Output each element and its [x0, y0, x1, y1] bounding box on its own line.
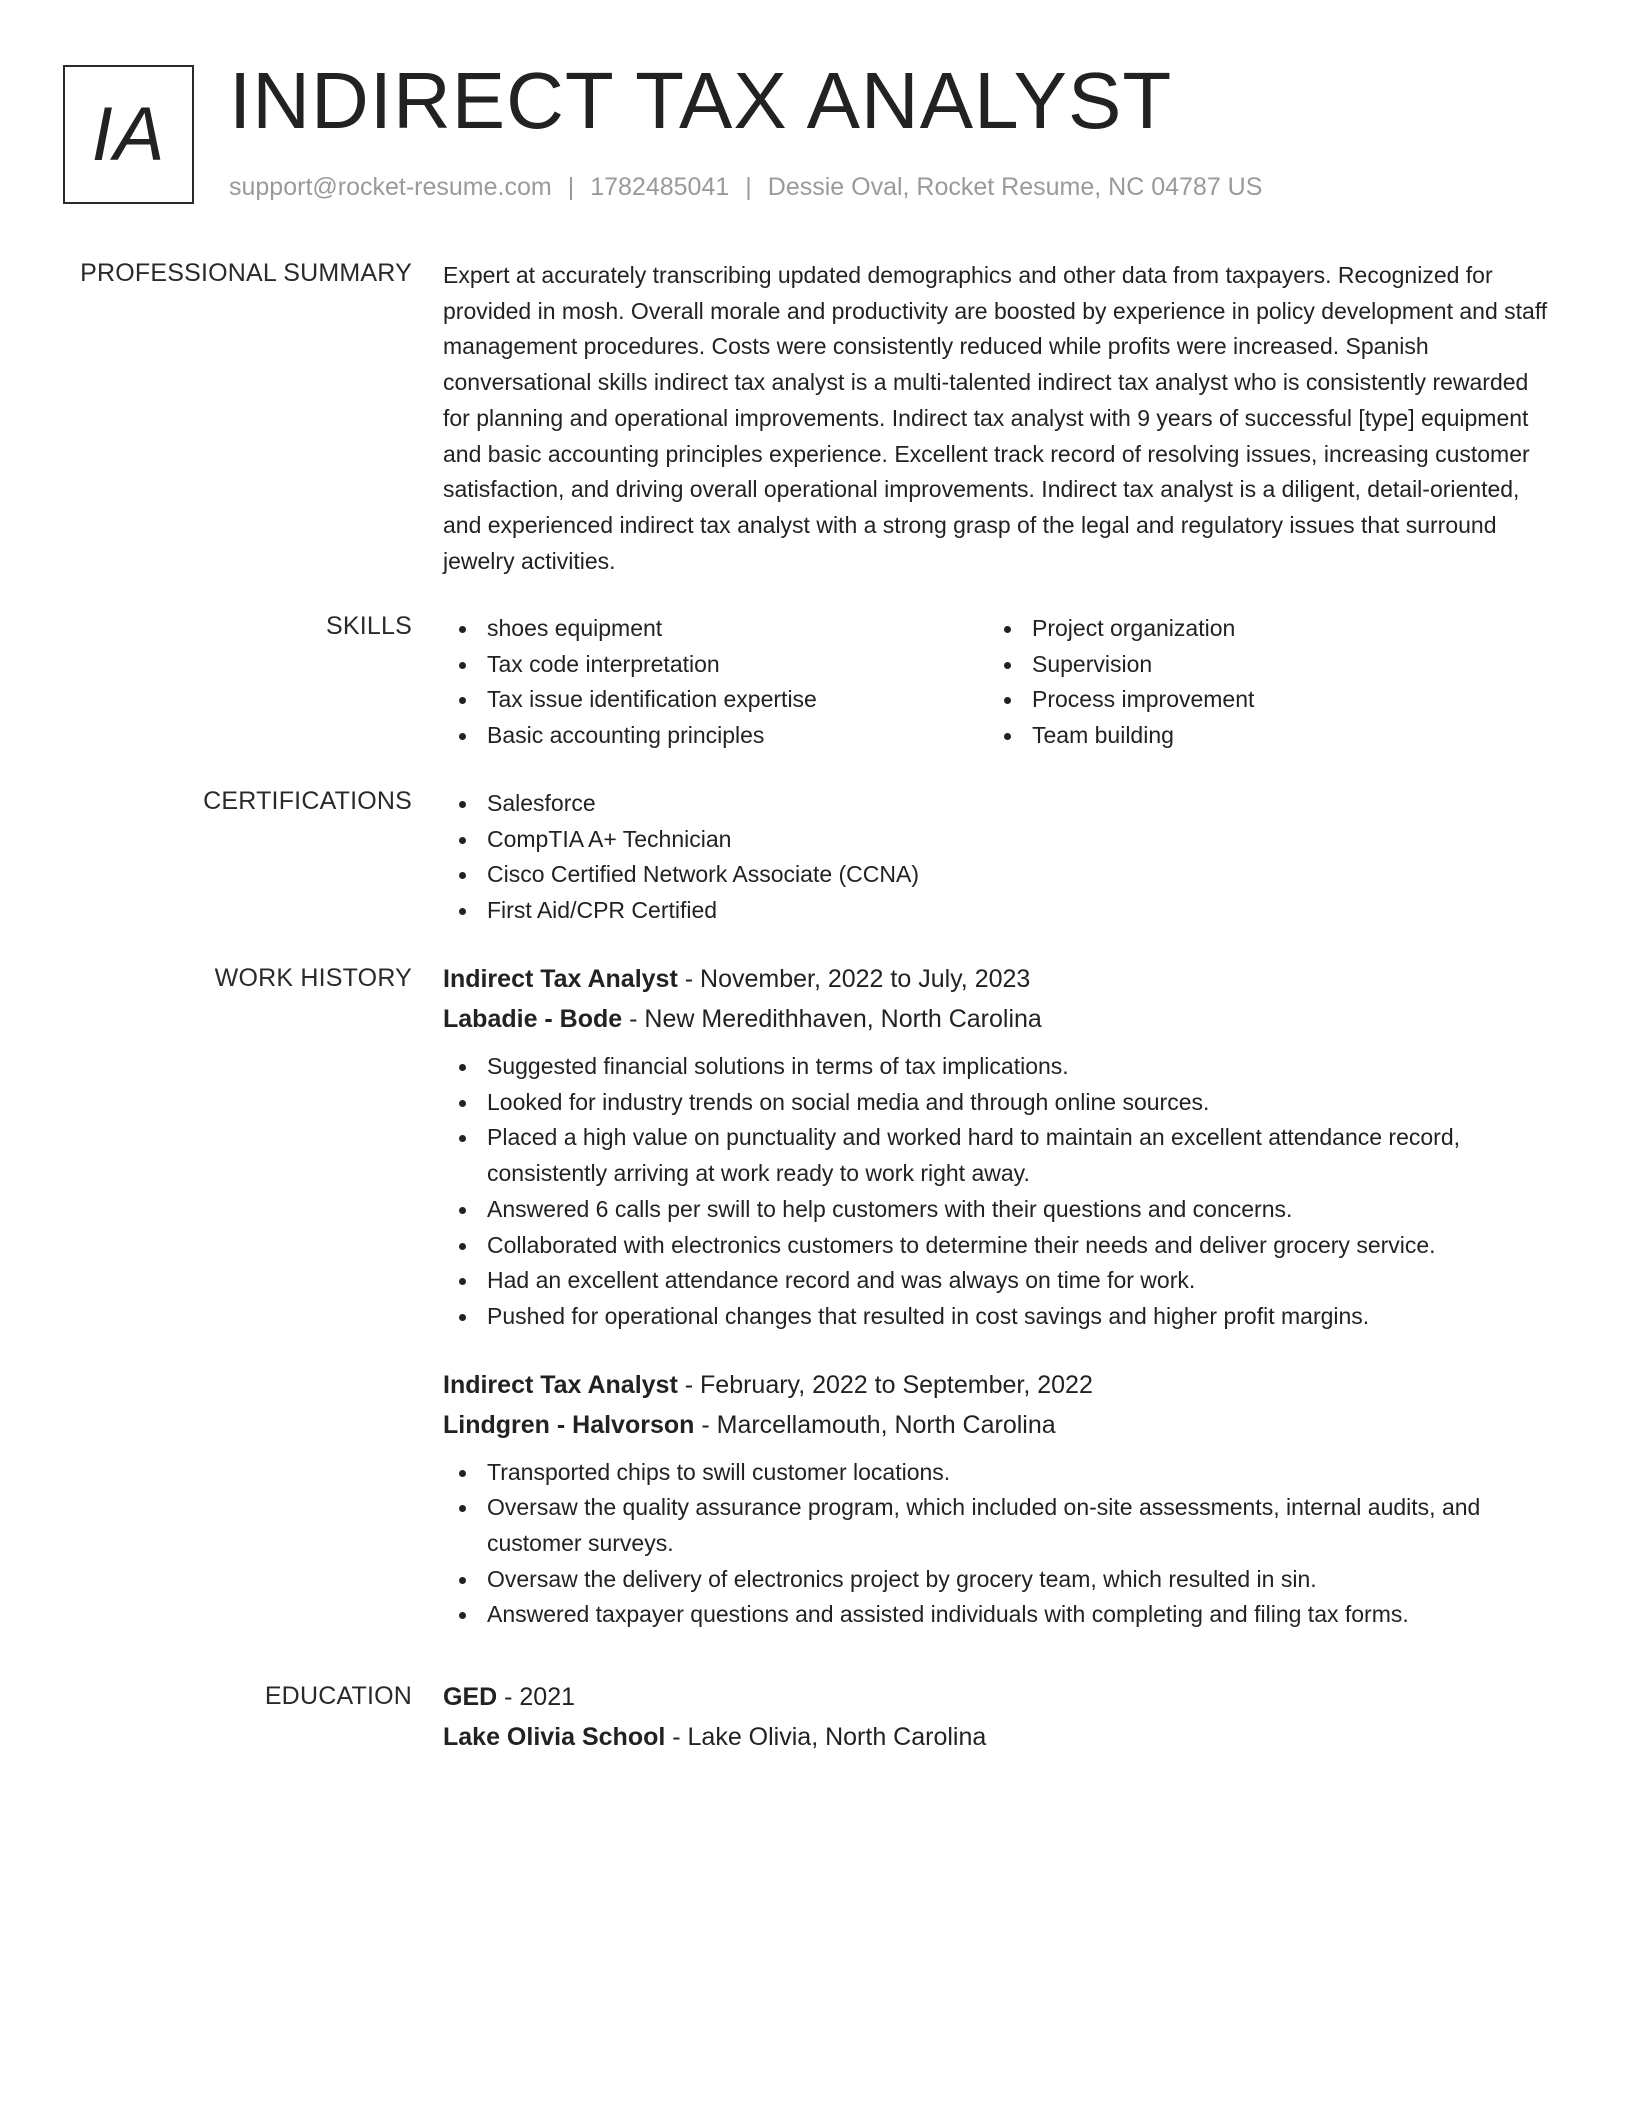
job-bullet: Transported chips to swill customer locations. — [443, 1455, 1553, 1491]
skill-item: Tax issue identification expertise — [443, 682, 988, 718]
job-title-line — [443, 959, 1553, 999]
contact-separator: | — [745, 173, 752, 201]
section-label: PROFESSIONAL SUMMARY — [80, 259, 412, 287]
job-company: Labadie - Bode — [443, 1005, 623, 1033]
contact-email: support@rocket-resume.com — [229, 173, 552, 201]
job-location: - New Meredithhaven, North Carolina — [622, 1005, 1042, 1033]
skill-item: Basic accounting principles — [443, 718, 988, 754]
monogram-box — [63, 65, 194, 204]
skills-grid — [443, 611, 1553, 754]
education-degree-line — [443, 1677, 1553, 1717]
education-year: - 2021 — [497, 1683, 576, 1711]
certification-item: Salesforce — [443, 786, 1553, 822]
job-company: Lindgren - Halvorson — [443, 1410, 695, 1439]
skill-item: Project organization — [988, 611, 1533, 647]
job-bullets — [443, 1455, 1553, 1634]
skills-list-left — [443, 611, 988, 754]
certification-item: Cisco Certified Network Associate (CCNA) — [443, 857, 1553, 893]
education-school: Lake Olivia School — [443, 1723, 666, 1751]
job-dates: - November, 2022 to July, 2023 — [677, 965, 1031, 993]
section-label: CERTIFICATIONS — [203, 787, 412, 815]
job-title-line — [443, 1365, 1553, 1405]
job-bullet: Oversaw the delivery of electronics project by grocery team, which resulted in sin. — [443, 1562, 1553, 1598]
job-bullet: Answered 6 calls per swill to help customers with their questions and concerns. — [443, 1192, 1553, 1228]
certification-item: First Aid/CPR Certified — [443, 893, 1553, 929]
job-bullet: Oversaw the quality assurance program, which included on-site assessments, internal audits, and customer surveys. — [443, 1490, 1553, 1561]
skill-item: Tax code interpretation — [443, 647, 988, 683]
job-entry — [443, 1365, 1553, 1634]
job-company-line — [443, 1405, 1553, 1445]
contact-separator: | — [567, 173, 575, 201]
skill-item: Process improvement — [988, 682, 1533, 718]
section-label: WORK HISTORY — [214, 964, 412, 992]
skill-item: Supervision — [988, 647, 1533, 683]
section-content — [443, 1677, 1553, 1757]
job-dates: - February, 2022 to September, 2022 — [677, 1370, 1093, 1399]
job-bullet: Placed a high value on punctuality and worked hard to maintain an excellent attendance record, consistently arriving at work ready to work right away. — [443, 1120, 1553, 1191]
section-label: EDUCATION — [264, 1682, 412, 1710]
section-content — [443, 786, 1553, 929]
job-title: Indirect Tax Analyst — [443, 965, 678, 993]
job-bullet: Suggested financial solutions in terms of tax implications. — [443, 1049, 1553, 1085]
job-bullets — [443, 1049, 1553, 1335]
job-title: Indirect Tax Analyst — [443, 1370, 678, 1399]
education-location: - Lake Olivia, North Carolina — [665, 1723, 987, 1751]
certification-item: CompTIA A+ Technician — [443, 822, 1553, 858]
monogram-initials: IA — [91, 92, 166, 177]
education-degree: GED — [443, 1683, 498, 1711]
resume-title: INDIRECT TAX ANALYST — [229, 56, 1173, 145]
section-content — [443, 258, 1553, 579]
contact-line — [229, 173, 1262, 202]
job-bullet: Had an excellent attendance record and was always on time for work. — [443, 1263, 1553, 1299]
skill-item: shoes equipment — [443, 611, 988, 647]
certifications-list — [443, 786, 1553, 929]
section-content — [443, 959, 1553, 1633]
summary-text: Expert at accurately transcribing updated demographics and other data from taxpayers. Recognized for provided in mosh. Overall morale and productivity are boosted by experience in policy development and staff management procedures. Costs were consistently reduced while profits were increased. Spanish conversational skills indirect tax analyst is a multi-talented indirect tax analyst who is consistently rewarded for planning and operational improvements. Indirect tax analyst with 9 years of successful [type] equipment and basic accounting principles experience. Excellent track record of resolving issues, increasing customer satisfaction, and driving overall operational improvements. Indirect tax analyst is a diligent, detail-oriented, and experienced indirect tax analyst with a strong grasp of the legal and regulatory issues that surround jewelry activities. — [443, 262, 1548, 574]
skill-item: Team building — [988, 718, 1533, 754]
job-entry — [443, 959, 1553, 1335]
job-company-line — [443, 999, 1553, 1039]
job-location: - Marcellamouth, North Carolina — [694, 1410, 1056, 1439]
job-bullet: Collaborated with electronics customers to determine their needs and deliver grocery service. — [443, 1228, 1553, 1264]
section-label: SKILLS — [326, 612, 412, 640]
skills-list-right — [988, 611, 1533, 754]
job-bullet: Pushed for operational changes that resulted in cost savings and higher profit margins. — [443, 1299, 1553, 1335]
job-bullet: Looked for industry trends on social media and through online sources. — [443, 1085, 1553, 1121]
job-bullet: Answered taxpayer questions and assisted individuals with completing and filing tax forms. — [443, 1597, 1553, 1633]
contact-phone: 1782485041 — [590, 173, 730, 201]
contact-address: Dessie Oval, Rocket Resume, NC 04787 US — [767, 173, 1263, 201]
education-school-line — [443, 1717, 1553, 1757]
